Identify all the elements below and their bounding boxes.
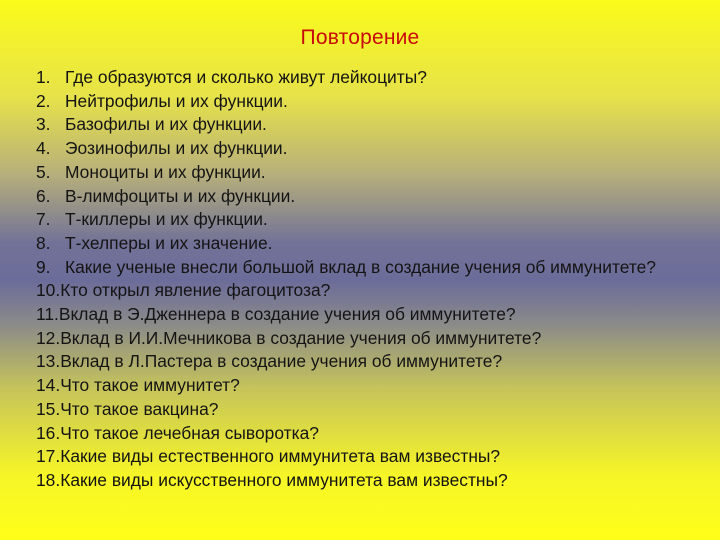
item-number: 6. [36, 185, 51, 206]
item-text: Эозинофилы и их функции. [65, 138, 288, 159]
item-text: Базофилы и их функции. [65, 114, 267, 135]
list-item [36, 350, 696, 374]
list-item [36, 185, 696, 209]
item-text: Что такое иммунитет? [60, 375, 240, 396]
list-item [36, 137, 696, 161]
item-text: Вклад в И.И.Мечникова в создание учения об иммунитете? [60, 327, 542, 348]
list-item [36, 327, 696, 351]
list-item [36, 113, 696, 137]
item-number: 2. [36, 90, 51, 111]
item-text: В-лимфоциты и их функции. [65, 185, 296, 206]
list-item [36, 208, 696, 232]
list-item [36, 422, 696, 446]
item-text: Что такое лечебная сыворотка? [60, 422, 319, 443]
item-number: 12. [36, 327, 61, 348]
list-item [36, 445, 696, 469]
item-number: 4. [36, 138, 51, 159]
item-number: 18. [36, 469, 61, 490]
item-text: Какие ученые внесли большой вклад в создание учения об иммунитете? [65, 256, 656, 277]
item-text: Вклад в Э.Дженнера в создание учения об иммунитете? [58, 304, 516, 325]
item-number: 15. [36, 398, 61, 419]
item-number: 13. [36, 351, 61, 372]
item-number: 14. [36, 375, 61, 396]
item-number: 7. [36, 209, 51, 230]
list-item [36, 279, 696, 303]
item-text: Вклад в Л.Пастера в создание учения об иммунитете? [60, 351, 503, 372]
item-text: Т-киллеры и их функции. [65, 209, 268, 230]
item-number: 9. [36, 256, 51, 277]
item-text: Моноциты и их функции. [65, 161, 266, 182]
item-number: 10. [36, 280, 61, 301]
item-text: Что такое вакцина? [60, 398, 219, 419]
list-item [36, 256, 696, 280]
item-text: Какие виды естественного иммунитета вам известны? [60, 446, 501, 467]
list-item [36, 374, 696, 398]
list-item [36, 66, 696, 90]
item-number: 5. [36, 161, 51, 182]
item-number: 11. [36, 304, 59, 325]
list-item [36, 232, 696, 256]
item-number: 1. [36, 67, 51, 87]
item-text: Нейтрофилы и их функции. [65, 90, 288, 111]
item-text: Где образуются и сколько живут лейкоциты? [65, 67, 427, 87]
list-item [36, 303, 696, 327]
item-number: 8. [36, 232, 51, 253]
item-number: 3. [36, 114, 51, 135]
item-text: Т-хелперы и их значение. [65, 232, 273, 253]
item-text: Кто открыл явление фагоцитоза? [60, 280, 331, 301]
item-number: 17. [36, 446, 61, 467]
slide-title: Повторение [300, 26, 420, 49]
item-text: Какие виды искусственного иммунитета вам известны? [60, 469, 508, 490]
list-item [36, 469, 696, 493]
list-item [36, 90, 696, 114]
list-item [36, 161, 696, 185]
question-list [36, 66, 696, 493]
item-number: 16. [36, 422, 61, 443]
list-item [36, 398, 696, 422]
